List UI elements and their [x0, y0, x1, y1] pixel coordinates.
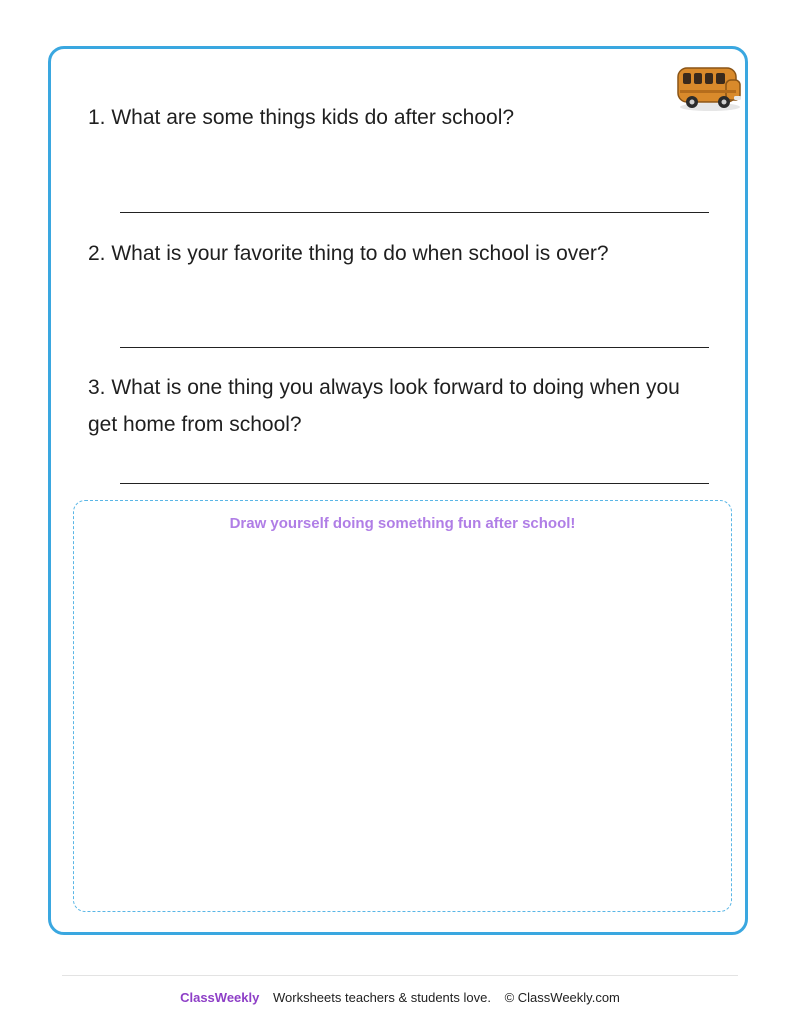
answer-line-1[interactable]: [120, 212, 709, 213]
footer-copyright: © ClassWeekly.com: [504, 990, 620, 1005]
answer-line-3[interactable]: [120, 483, 709, 484]
answer-line-2[interactable]: [120, 347, 709, 348]
footer-brand: ClassWeekly: [180, 990, 260, 1005]
footer-divider: [62, 975, 738, 976]
drawing-area[interactable]: [73, 500, 732, 912]
drawing-prompt: Draw yourself doing something fun after school!: [229, 515, 576, 532]
footer: [0, 990, 800, 1005]
question-2: 2. What is your favorite thing to do when school is over?: [88, 242, 609, 265]
footer-tagline: Worksheets teachers & students love.: [272, 990, 491, 1005]
question-1: 1. What are some things kids do after school?: [88, 106, 515, 129]
question-3: 3. What is one thing you always look forward to doing when you get home from school?: [88, 376, 680, 436]
